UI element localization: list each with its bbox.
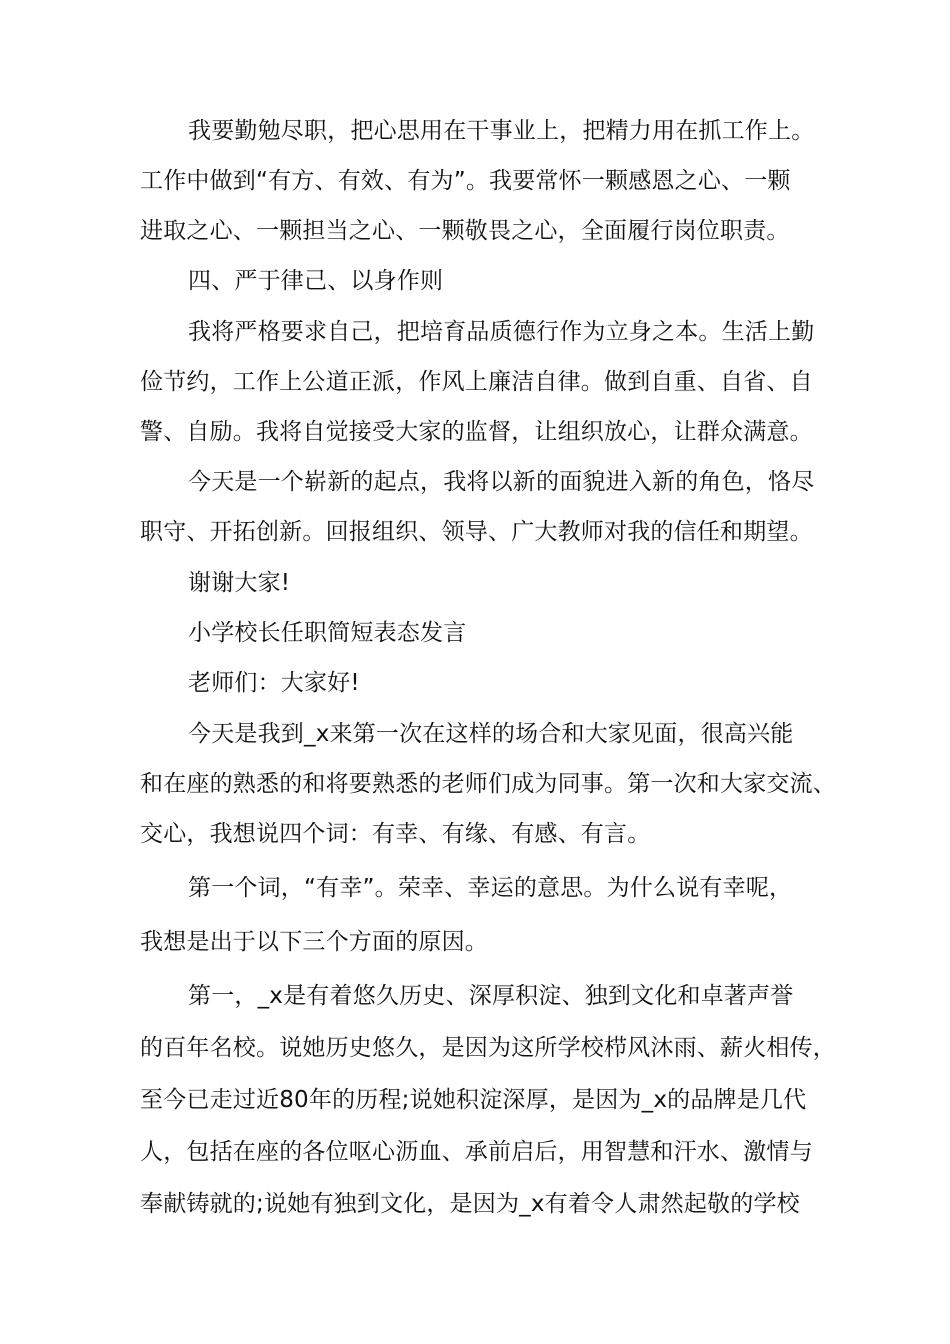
text-line: 工作中做到“有方、有效、有为”。我要常怀一颗感恩之心、一颗 [140,168,791,194]
section-heading: 四、严于律己、以身作则 [188,268,444,294]
text-line: 我想是出于以下三个方面的原因。 [140,929,488,955]
document-title: 小学校长任职简短表态发言 [188,620,467,646]
text-line: 第一，_x是有着悠久历史、深厚积淀、独到文化和卓著声誉 [188,983,794,1009]
text-line: 今天是我到_x来第一次在这样的场合和大家见面，很高兴能 [188,721,794,747]
text-line: 人，包括在座的各位呕心沥血、承前启后，用智慧和汗水、激情与 [140,1139,813,1165]
text-line: 谢谢大家! [188,570,291,596]
text-line: 至今已走过近80年的历程;说她积淀深厚，是因为_x的品牌是几代 [140,1087,807,1113]
text-line: 俭节约，工作上公道正派，作风上廉洁自律。做到自重、自省、自 [140,369,813,395]
text-line: 的百年名校。说她历史悠久，是因为这所学校栉风沐雨、薪火相传， [140,1035,836,1061]
text-line: 我要勤勉尽职，把心思用在干事业上，把精力用在抓工作上。 [188,118,815,144]
text-line: 警、自励。我将自觉接受大家的监督，让组织放心，让群众满意。 [140,419,813,445]
greeting-line: 老师们：大家好! [188,670,360,696]
text-line: 今天是一个崭新的起点，我将以新的面貌进入新的角色，恪尽 [188,469,815,495]
text-line: 交心，我想说四个词：有幸、有缘、有感、有言。 [140,821,651,847]
text-line: 奉献铸就的;说她有独到文化，是因为_x有着令人肃然起敬的学校 [140,1191,800,1217]
text-line: 第一个词，“有幸”。荣幸、幸运的意思。为什么说有幸呢， [188,875,793,901]
text-line: 我将严格要求自己，把培育品质德行作为立身之本。生活上勤 [188,319,815,345]
text-line: 进取之心、一颗担当之心、一颗敬畏之心，全面履行岗位职责。 [140,218,790,244]
text-line: 和在座的熟悉的和将要熟悉的老师们成为同事。第一次和大家交流、 [140,771,836,797]
text-line: 职守、开拓创新。回报组织、领导、广大教师对我的信任和期望。 [140,519,813,545]
